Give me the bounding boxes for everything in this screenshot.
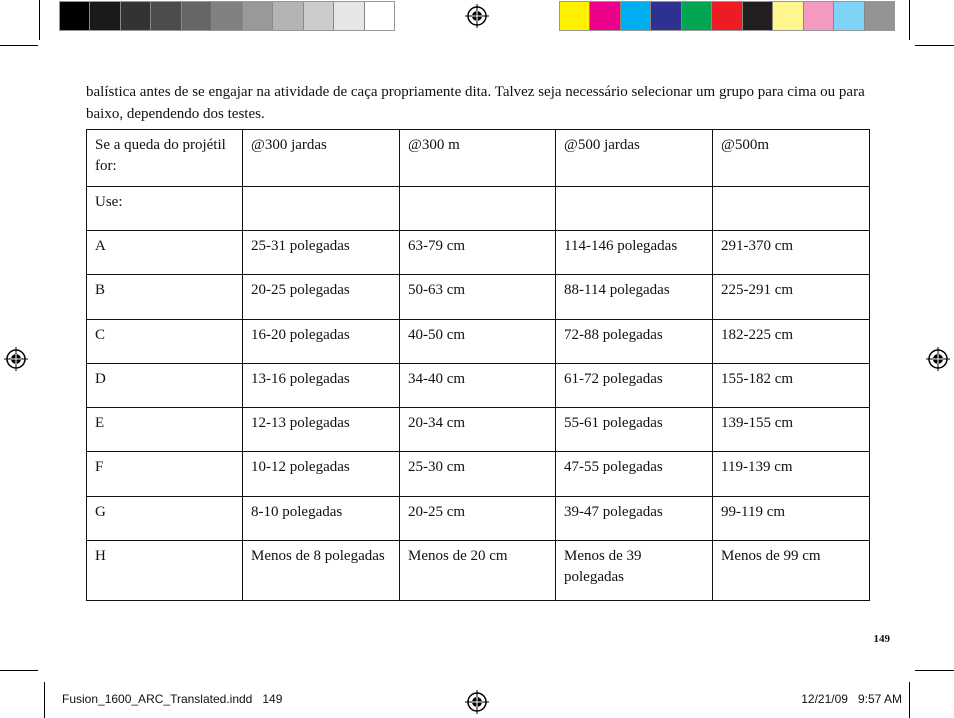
table-cell: 139-155 cm [713, 408, 870, 452]
registration-mark-icon [4, 347, 28, 371]
gray-swatch [121, 2, 151, 30]
table-cell: 47-55 polegadas [556, 452, 713, 497]
gray-swatch [334, 2, 364, 30]
table-cell: 13-16 polegadas [243, 364, 400, 408]
crop-mark-top-right-v [909, 0, 910, 40]
crop-mark-bottom-right-h [915, 670, 954, 671]
registration-mark-icon [465, 690, 489, 714]
table-cell: 8-10 polegadas [243, 497, 400, 541]
table-cell: 25-31 polegadas [243, 231, 400, 275]
table-cell: 16-20 polegadas [243, 320, 400, 364]
table-cell [556, 187, 713, 231]
color-swatch [773, 2, 803, 30]
gray-swatch [151, 2, 181, 30]
table-cell: 40-50 cm [400, 320, 556, 364]
color-swatch [743, 2, 773, 30]
table-cell: Menos de 20 cm [400, 541, 556, 601]
table-row [87, 497, 870, 541]
table-cell [713, 187, 870, 231]
crop-mark-top-left-v [39, 0, 40, 40]
crop-mark-bottom-left-h [0, 670, 38, 671]
gray-swatch [273, 2, 303, 30]
registration-mark-icon [926, 347, 950, 371]
registration-mark-icon [465, 4, 489, 28]
crop-mark-top-left-h [0, 45, 38, 46]
color-swatch [834, 2, 864, 30]
table-row [87, 364, 870, 408]
table-cell: 20-25 polegadas [243, 275, 400, 320]
table-use-row [87, 187, 870, 231]
table-cell: Menos de 39 polegadas [556, 541, 713, 601]
page-number: 149 [873, 633, 890, 645]
table-cell: 119-139 cm [713, 452, 870, 497]
table-cell: 34-40 cm [400, 364, 556, 408]
table-cell: B [87, 275, 243, 320]
intro-paragraph: balística antes de se engajar na atividade de caça propriamente dita. Talvez seja necessário selecionar um grupo para cima ou para baixo, dependendo dos testes. [86, 84, 865, 122]
table-cell: 50-63 cm [400, 275, 556, 320]
table-header-cell: Se a queda do projétil for: [87, 130, 243, 187]
table-cell: G [87, 497, 243, 541]
table-cell: 63-79 cm [400, 231, 556, 275]
table-cell: C [87, 320, 243, 364]
gray-swatch [304, 2, 334, 30]
table-row [87, 408, 870, 452]
color-swatch [651, 2, 681, 30]
table-cell: 20-34 cm [400, 408, 556, 452]
process-color-bar [559, 1, 895, 31]
color-swatch [804, 2, 834, 30]
slug-file-info: Fusion_1600_ARC_Translated.indd 149 [62, 692, 283, 706]
table-cell: 12-13 polegadas [243, 408, 400, 452]
grayscale-color-bar [59, 1, 395, 31]
table-header-cell: @300 jardas [243, 130, 400, 187]
table-cell: D [87, 364, 243, 408]
table-cell: 155-182 cm [713, 364, 870, 408]
bullet-drop-table [86, 129, 870, 601]
table-cell: 61-72 polegadas [556, 364, 713, 408]
gray-swatch [182, 2, 212, 30]
table-cell: 88-114 polegadas [556, 275, 713, 320]
color-swatch [682, 2, 712, 30]
table-row [87, 231, 870, 275]
table-cell: F [87, 452, 243, 497]
color-swatch [865, 2, 894, 30]
table-cell: H [87, 541, 243, 601]
table-cell: Use: [87, 187, 243, 231]
color-swatch [560, 2, 590, 30]
color-swatch [621, 2, 651, 30]
table-cell: 225-291 cm [713, 275, 870, 320]
table-row [87, 541, 870, 601]
table-cell: Menos de 99 cm [713, 541, 870, 601]
gray-swatch [90, 2, 120, 30]
gray-swatch [212, 2, 242, 30]
table-cell: Menos de 8 polegadas [243, 541, 400, 601]
table-row [87, 452, 870, 497]
table-header-cell: @500 jardas [556, 130, 713, 187]
table-row [87, 275, 870, 320]
slug-datetime: 12/21/09 9:57 AM [801, 692, 902, 706]
table-row [87, 320, 870, 364]
crop-mark-bottom-left-v [44, 682, 45, 718]
gray-swatch [243, 2, 273, 30]
crop-mark-bottom-right-v [909, 682, 910, 718]
gray-swatch [60, 2, 90, 30]
table-header-cell: @300 m [400, 130, 556, 187]
table-cell: 25-30 cm [400, 452, 556, 497]
gray-swatch [365, 2, 394, 30]
table-cell: 99-119 cm [713, 497, 870, 541]
table-header-row [87, 130, 870, 187]
table-cell: 291-370 cm [713, 231, 870, 275]
color-swatch [712, 2, 742, 30]
table-cell: 10-12 polegadas [243, 452, 400, 497]
crop-mark-top-right-h [915, 45, 954, 46]
table-cell: 114-146 polegadas [556, 231, 713, 275]
table-cell: 182-225 cm [713, 320, 870, 364]
color-swatch [590, 2, 620, 30]
table-cell: E [87, 408, 243, 452]
table-cell [243, 187, 400, 231]
table-cell [400, 187, 556, 231]
table-cell: 20-25 cm [400, 497, 556, 541]
table-cell: 55-61 polegadas [556, 408, 713, 452]
table-cell: 72-88 polegadas [556, 320, 713, 364]
table-header-cell: @500m [713, 130, 870, 187]
table-cell: 39-47 polegadas [556, 497, 713, 541]
table-cell: A [87, 231, 243, 275]
